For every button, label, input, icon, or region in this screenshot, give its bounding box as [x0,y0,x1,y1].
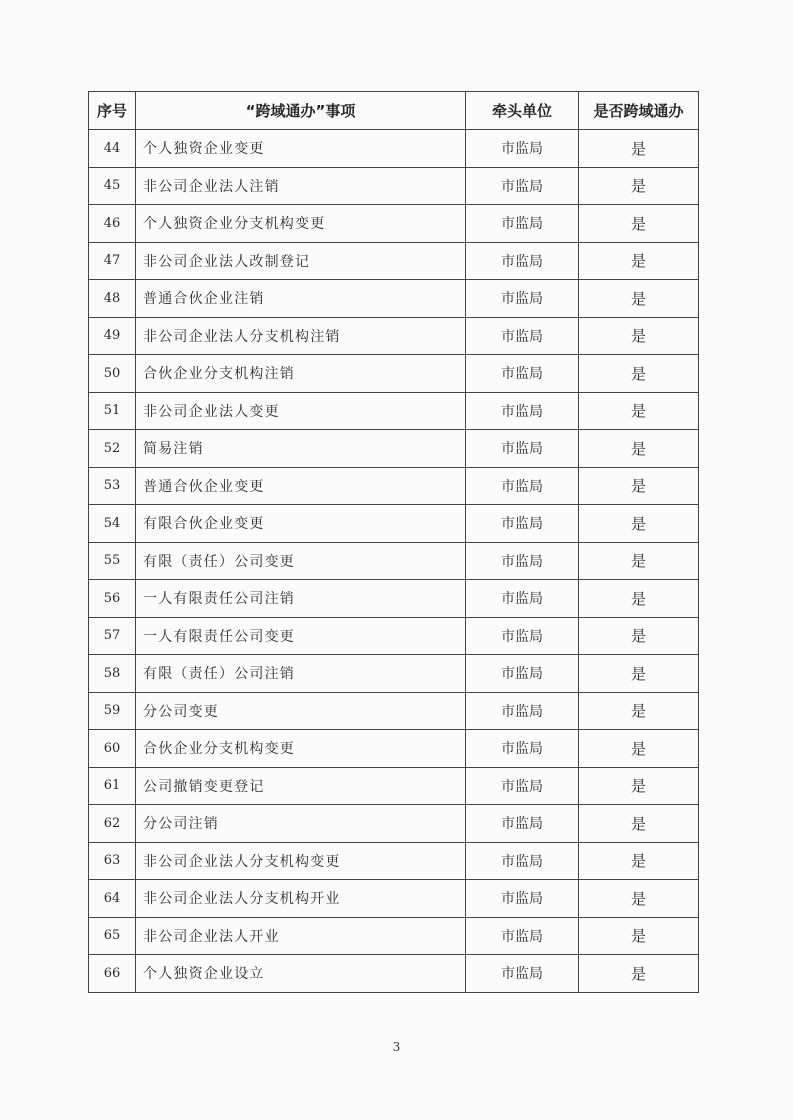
table-row [89,730,699,768]
cross-region-cell: 是 [579,505,699,543]
table-row [89,542,699,580]
lead-unit-cell: 市监局 [466,880,579,918]
serial-number-cell: 52 [89,430,136,468]
header-item: “跨域通办”事项 [136,92,466,130]
cross-region-items-table [88,91,699,993]
table-row [89,355,699,393]
cross-region-cell: 是 [579,467,699,505]
table-body [89,130,699,993]
lead-unit-cell: 市监局 [466,692,579,730]
item-name-cell: 简易注销 [136,430,466,468]
item-name-cell: 非公司企业法人分支机构开业 [136,880,466,918]
serial-number-cell: 65 [89,917,136,955]
table-row [89,242,699,280]
serial-number-cell: 61 [89,767,136,805]
cross-region-cell: 是 [579,842,699,880]
lead-unit-cell: 市监局 [466,767,579,805]
lead-unit-cell: 市监局 [466,842,579,880]
lead-unit-cell: 市监局 [466,205,579,243]
serial-number-cell: 46 [89,205,136,243]
serial-number-cell: 49 [89,317,136,355]
lead-unit-cell: 市监局 [466,280,579,318]
cross-region-cell: 是 [579,542,699,580]
item-name-cell: 非公司企业法人注销 [136,167,466,205]
header-lead-unit: 牵头单位 [466,92,579,130]
cross-region-cell: 是 [579,917,699,955]
serial-number-cell: 44 [89,130,136,168]
table-header-row [89,92,699,130]
table-row [89,955,699,993]
table-row [89,392,699,430]
table-row [89,205,699,243]
item-name-cell: 普通合伙企业变更 [136,467,466,505]
serial-number-cell: 59 [89,692,136,730]
cross-region-cell: 是 [579,617,699,655]
header-serial-number: 序号 [89,92,136,130]
serial-number-cell: 51 [89,392,136,430]
lead-unit-cell: 市监局 [466,805,579,843]
table-row [89,580,699,618]
page-number: 3 [392,1040,401,1054]
lead-unit-cell: 市监局 [466,617,579,655]
item-name-cell: 非公司企业法人分支机构注销 [136,317,466,355]
item-name-cell: 有限合伙企业变更 [136,505,466,543]
table-row [89,880,699,918]
cross-region-cell: 是 [579,730,699,768]
cross-region-cell: 是 [579,242,699,280]
serial-number-cell: 53 [89,467,136,505]
lead-unit-cell: 市监局 [466,430,579,468]
lead-unit-cell: 市监局 [466,392,579,430]
lead-unit-cell: 市监局 [466,130,579,168]
serial-number-cell: 54 [89,505,136,543]
item-name-cell: 合伙企业分支机构注销 [136,355,466,393]
lead-unit-cell: 市监局 [466,242,579,280]
cross-region-cell: 是 [579,392,699,430]
lead-unit-cell: 市监局 [466,355,579,393]
serial-number-cell: 63 [89,842,136,880]
lead-unit-cell: 市监局 [466,655,579,693]
serial-number-cell: 62 [89,805,136,843]
header-cross-region: 是否跨域通办 [579,92,699,130]
table-row [89,805,699,843]
serial-number-cell: 60 [89,730,136,768]
table-row [89,655,699,693]
item-name-cell: 分公司注销 [136,805,466,843]
cross-region-cell: 是 [579,430,699,468]
serial-number-cell: 56 [89,580,136,618]
serial-number-cell: 64 [89,880,136,918]
cross-region-cell: 是 [579,205,699,243]
item-name-cell: 普通合伙企业注销 [136,280,466,318]
item-name-cell: 分公司变更 [136,692,466,730]
serial-number-cell: 48 [89,280,136,318]
item-name-cell: 一人有限责任公司变更 [136,617,466,655]
cross-region-cell: 是 [579,355,699,393]
item-name-cell: 有限（责任）公司变更 [136,542,466,580]
lead-unit-cell: 市监局 [466,317,579,355]
serial-number-cell: 50 [89,355,136,393]
item-name-cell: 一人有限责任公司注销 [136,580,466,618]
lead-unit-cell: 市监局 [466,730,579,768]
cross-region-cell: 是 [579,692,699,730]
item-name-cell: 有限（责任）公司注销 [136,655,466,693]
item-name-cell: 非公司企业法人改制登记 [136,242,466,280]
cross-region-cell: 是 [579,317,699,355]
serial-number-cell: 47 [89,242,136,280]
table-row [89,430,699,468]
serial-number-cell: 57 [89,617,136,655]
item-name-cell: 非公司企业法人分支机构变更 [136,842,466,880]
lead-unit-cell: 市监局 [466,542,579,580]
item-name-cell: 合伙企业分支机构变更 [136,730,466,768]
cross-region-cell: 是 [579,655,699,693]
cross-region-cell: 是 [579,880,699,918]
table-row [89,280,699,318]
table-row [89,617,699,655]
cross-region-cell: 是 [579,805,699,843]
table-row [89,130,699,168]
cross-region-cell: 是 [579,130,699,168]
item-name-cell: 个人独资企业设立 [136,955,466,993]
serial-number-cell: 55 [89,542,136,580]
serial-number-cell: 66 [89,955,136,993]
lead-unit-cell: 市监局 [466,505,579,543]
item-name-cell: 非公司企业法人开业 [136,917,466,955]
cross-region-cell: 是 [579,580,699,618]
item-name-cell: 个人独资企业变更 [136,130,466,168]
serial-number-cell: 58 [89,655,136,693]
serial-number-cell: 45 [89,167,136,205]
lead-unit-cell: 市监局 [466,580,579,618]
lead-unit-cell: 市监局 [466,917,579,955]
table-row [89,767,699,805]
cross-region-cell: 是 [579,955,699,993]
table-row [89,692,699,730]
table-row [89,467,699,505]
table-row [89,917,699,955]
item-name-cell: 公司撤销变更登记 [136,767,466,805]
cross-region-cell: 是 [579,767,699,805]
cross-region-cell: 是 [579,280,699,318]
table-row [89,167,699,205]
table-row [89,505,699,543]
lead-unit-cell: 市监局 [466,955,579,993]
table-row [89,317,699,355]
item-name-cell: 非公司企业法人变更 [136,392,466,430]
table-row [89,842,699,880]
item-name-cell: 个人独资企业分支机构变更 [136,205,466,243]
cross-region-cell: 是 [579,167,699,205]
lead-unit-cell: 市监局 [466,167,579,205]
lead-unit-cell: 市监局 [466,467,579,505]
